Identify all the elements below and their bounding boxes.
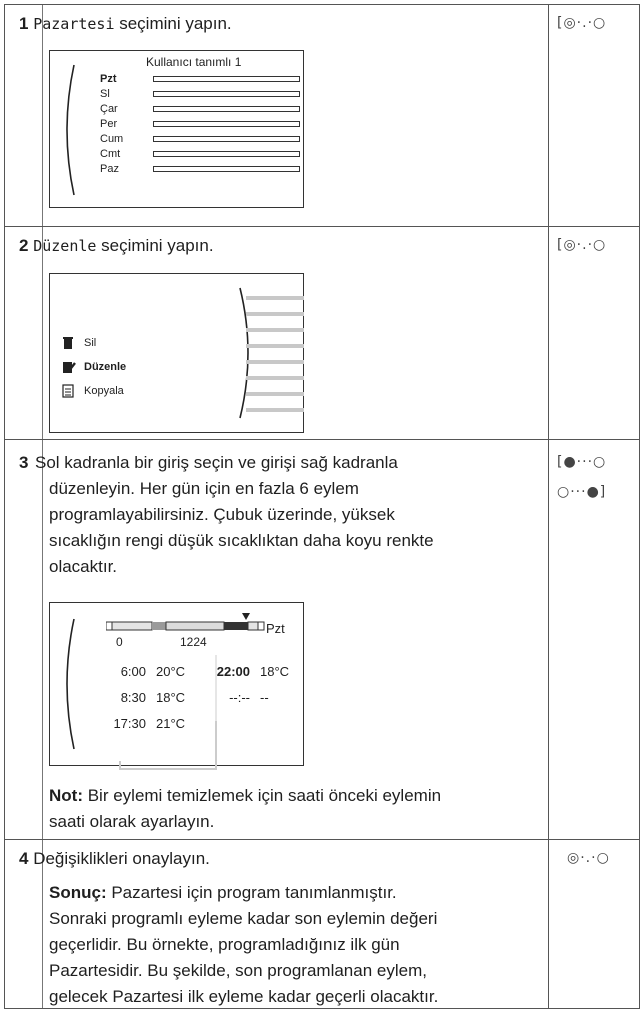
day-label: Per [100,117,118,130]
instruction-line: Sol kadranla bir giriş seçin ve girişi sağ kadranla [35,453,398,472]
step-3-note [49,783,541,835]
day-program-bar [153,121,300,127]
day-label: Cmt [100,147,121,160]
dial-icon: [◎·.·○ [557,237,607,253]
result-line: gelecek Pazartesi ilk eyleme kadar geçerli olacaktır. [49,987,439,1006]
step-code: Pazartesi [33,15,115,33]
step-2-text [19,233,214,259]
menu-screen [49,273,304,433]
day-select-screen [49,50,304,208]
step-number: 4 [19,849,29,868]
icon-column-divider [548,5,549,226]
menu-item-label: Sil [84,336,97,349]
instruction-line: düzenleyin. Her gün için en fazla 6 eylem [49,479,359,498]
left-bracket-icon [60,609,80,759]
entry-temp: 20°C [156,664,186,679]
step-4-result [49,880,541,1010]
day-program-bar [153,106,300,112]
step-3-number [19,450,28,476]
step-code: Düzenle [33,237,97,255]
step-1-row [5,5,639,227]
step-4-row [5,840,639,1008]
note-text: Bir eylemi temizlemek için saati önceki eylemin [82,786,442,805]
day-program-bar [153,151,300,157]
day-label: Pzt [266,621,285,636]
result-line [49,880,541,906]
program-bars-preview [246,296,326,420]
left-bracket-icon [60,55,80,205]
dial-icon: ◎·.·○ [567,850,610,866]
menu-item-label: Düzenle [84,360,127,373]
day-row[interactable] [100,161,300,176]
trash-icon [62,336,74,350]
day-program-bar [153,91,300,97]
dial-icon: [◎·.·○ [557,15,607,31]
step-number: 2 [19,236,29,255]
day-program-bar [153,76,300,82]
schedule-edit-screen [49,602,304,766]
day-label: Pzt [100,72,117,85]
axis-start: 0 [116,635,123,649]
step-3-row [5,440,639,840]
step-4-text [19,846,210,872]
instruction-line: programlayabilirsiniz. Çubuk üzerinde, yüksek [49,505,395,524]
instruction-line: olacaktır. [49,557,118,576]
result-line: Sonraki programlı eyleme kadar son eylemin değeri [49,909,438,928]
day-row[interactable] [100,131,300,146]
step-number: 3 [19,453,29,472]
icon-column-divider [548,227,549,439]
result-line: geçerlidir. Bu örnekte, programladığınız ilk gün [49,935,400,954]
instruction-line: sıcaklığın rengi düşük sıcaklıktan daha koyu renkte [49,531,434,550]
day-row[interactable] [100,71,300,86]
day-program-bar [106,611,276,635]
schedule-entry[interactable] [106,659,185,685]
day-program-bar [153,136,300,142]
result-line: Pazartesidir. Bu şekilde, son programlanan eylem, [49,961,427,980]
menu-item-duzenle [62,360,126,374]
entry-temp: 18°C [260,664,290,679]
left-entries [106,659,185,737]
result-text: Pazartesi için program tanımlanmıştır. [106,883,397,902]
edit-icon [62,360,76,374]
instruction-table [4,4,640,1009]
day-label: Paz [100,162,119,175]
schedule-entry[interactable] [106,685,185,711]
axis-mid: 1224 [180,635,207,649]
day-row[interactable] [100,146,300,161]
icon-column-divider [548,840,549,1008]
entry-temp: -- [260,690,269,705]
copy-icon [62,384,74,398]
step-rest: seçimini yapın. [114,14,232,33]
day-program-bar [153,166,300,172]
entry-time: --:-- [229,690,250,705]
left-dial-icon: [●···○ [557,454,607,470]
right-dial-icon: ○···●] [557,484,607,500]
icon-column-divider [548,440,549,839]
menu-item-kopyala [62,384,124,398]
note-line [49,783,541,809]
entry-temp: 21°C [156,716,186,731]
day-row[interactable] [100,116,300,131]
day-label: Cum [100,132,124,145]
step-number: 1 [19,14,29,33]
day-row[interactable] [100,86,300,101]
entry-temp: 18°C [156,690,186,705]
step-rest: Değişiklikleri onaylayın. [33,849,210,868]
note-label: Not: [49,786,83,805]
entry-time: 22:00 [216,664,250,679]
step-3-instructions [35,450,541,580]
day-label: Sl [100,87,110,100]
result-label: Sonuç: [49,883,107,902]
column-divider [42,5,43,226]
entry-time: 6:00 [120,664,146,679]
right-entries [210,659,289,711]
schedule-entry[interactable] [210,685,289,711]
menu-item-label: Kopyala [84,384,124,397]
step-2-row [5,227,639,440]
entry-time: 8:30 [120,690,146,705]
step-1-text [19,11,232,37]
column-divider [42,440,43,839]
menu-item-sil [62,336,96,350]
day-label: Çar [100,102,118,115]
schedule-entry[interactable] [106,711,185,737]
schedule-entry[interactable] [210,659,289,685]
day-list [100,71,300,176]
step-rest: seçimini yapın. [96,236,214,255]
day-row[interactable] [100,101,300,116]
entry-time: 17:30 [113,716,146,731]
screen-title: Kullanıcı tanımlı 1 [146,55,242,69]
note-line: saati olarak ayarlayın. [49,812,215,831]
